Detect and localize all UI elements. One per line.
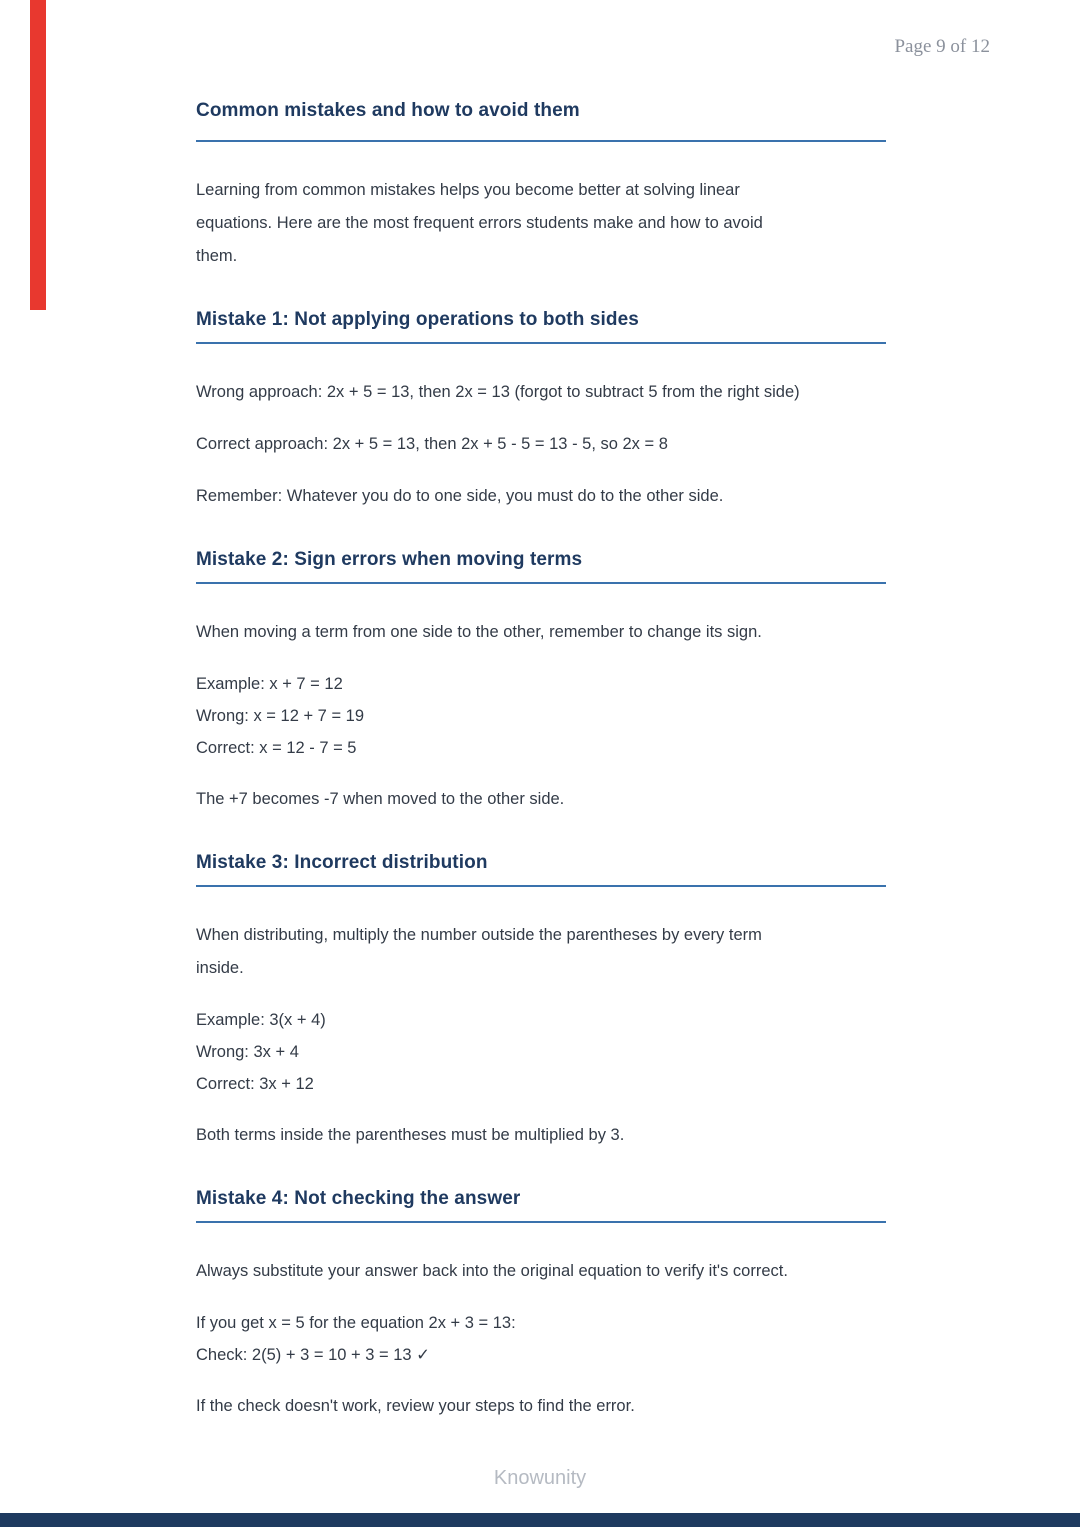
paragraph-correct-approach: Correct approach: 2x + 5 = 13, then 2x + 5 - 5 = 13 - 5, so 2x = 8: [196, 435, 668, 453]
content-area: [196, 96, 886, 1423]
intro-line: equations. Here are the most frequent errors students make and how to avoid: [196, 214, 763, 232]
correct-line: Correct: 3x + 12: [196, 1075, 314, 1093]
distribution-line: When distributing, multiply the number outside the parentheses by every term: [196, 926, 762, 944]
section-heading-mistake-1: Mistake 1: Not applying operations to both sides: [196, 307, 886, 344]
bottom-navy-bar: [0, 1513, 1080, 1527]
check-block: [196, 1307, 886, 1371]
paragraph-wrong-approach: Wrong approach: 2x + 5 = 13, then 2x = 13 (forgot to subtract 5 from the right side): [196, 383, 800, 401]
intro-paragraph: [196, 174, 886, 273]
paragraph-distribution-rule: [196, 919, 886, 985]
paragraph-distribution-explanation: Both terms inside the parentheses must be multiplied by 3.: [196, 1126, 625, 1144]
paragraph-sign-explanation: The +7 becomes -7 when moved to the other side.: [196, 790, 565, 808]
section-heading-mistake-2: Mistake 2: Sign errors when moving terms: [196, 547, 886, 584]
paragraph-check-explanation: If the check doesn't work, review your steps to find the error.: [196, 1397, 635, 1415]
example-line: Example: x + 7 = 12: [196, 675, 343, 693]
correct-line: Correct: x = 12 - 7 = 5: [196, 739, 357, 757]
paragraph-sign-rule: When moving a term from one side to the other, remember to change its sign.: [196, 623, 762, 641]
distribution-line: inside.: [196, 959, 244, 977]
section-heading-mistake-4: Mistake 4: Not checking the answer: [196, 1186, 886, 1223]
wrong-line: Wrong: 3x + 4: [196, 1043, 299, 1061]
paragraph-check-rule: Always substitute your answer back into the original equation to verify it's correct.: [196, 1262, 788, 1280]
example-block: [196, 668, 886, 764]
wrong-line: Wrong: x = 12 + 7 = 19: [196, 707, 365, 725]
check-result-line: Check: 2(5) + 3 = 10 + 3 = 13 ✓: [196, 1346, 430, 1364]
intro-line: Learning from common mistakes helps you become better at solving linear: [196, 181, 740, 199]
red-accent-stripe: [30, 0, 46, 310]
example-block: [196, 1004, 886, 1100]
footer-brand: Knowunity: [493, 1467, 587, 1489]
section-heading-mistake-3: Mistake 3: Incorrect distribution: [196, 850, 886, 887]
page-title: Common mistakes and how to avoid them: [196, 96, 886, 142]
page-number: Page 9 of 12: [894, 36, 990, 57]
check-setup-line: If you get x = 5 for the equation 2x + 3 = 13:: [196, 1314, 516, 1332]
intro-line: them.: [196, 247, 238, 265]
paragraph-remember: Remember: Whatever you do to one side, you must do to the other side.: [196, 487, 724, 505]
example-line: Example: 3(x + 4): [196, 1011, 326, 1029]
